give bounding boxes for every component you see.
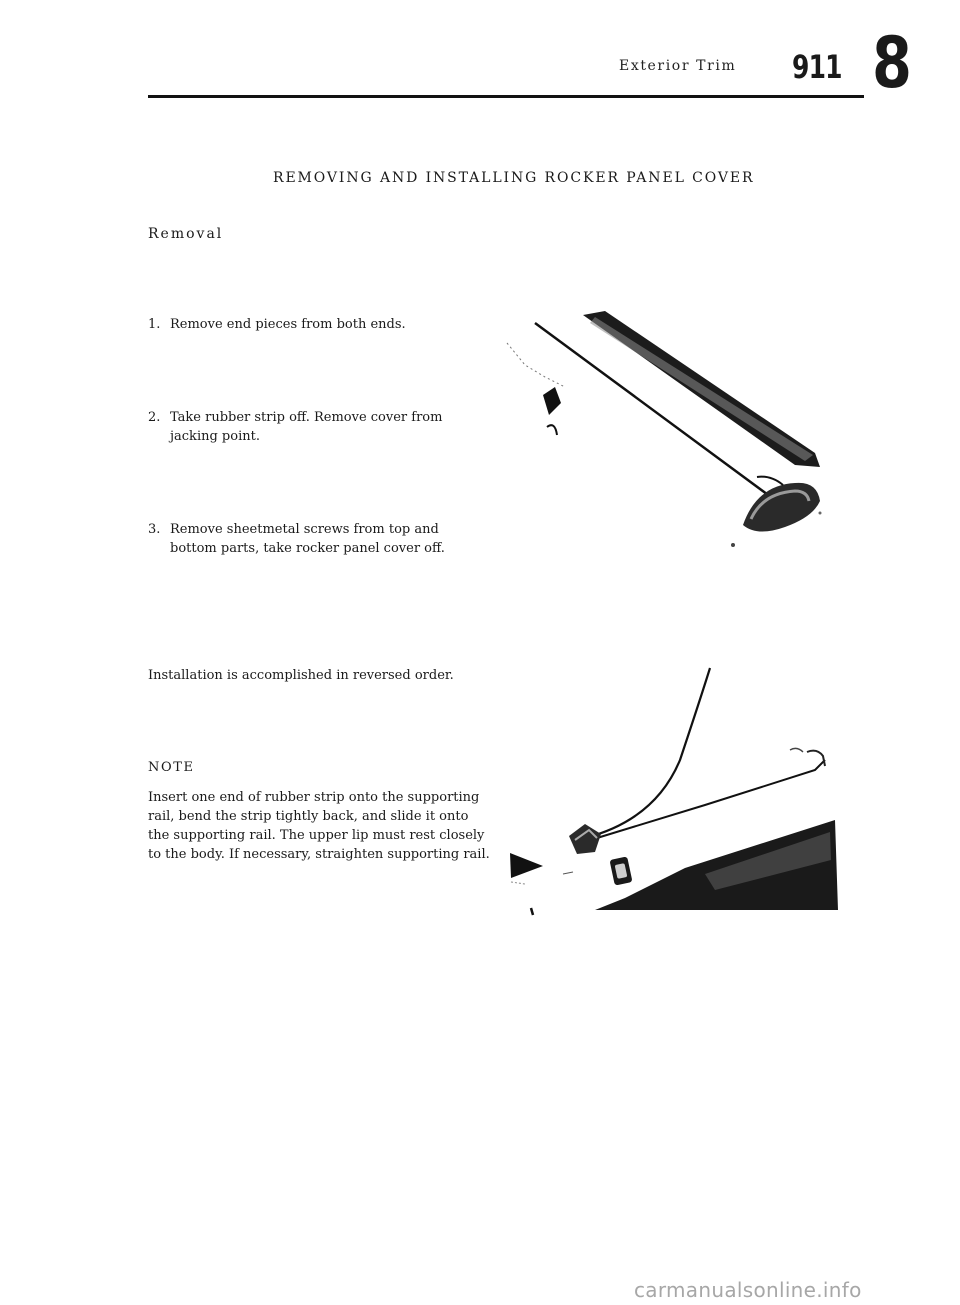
step-text: Take rubber strip off. Remove cover from [170, 410, 443, 425]
header-rule [148, 95, 864, 98]
step-text: Remove sheetmetal screws from top and [170, 522, 439, 537]
note-heading: NOTE [148, 760, 195, 775]
removal-heading: Removal [148, 226, 224, 242]
note-line: Insert one end of rubber strip onto the supporting [148, 790, 480, 805]
page-title: REMOVING AND INSTALLING ROCKER PANEL COVER [273, 170, 755, 186]
step-number: 2. [148, 410, 161, 425]
installation-text: Installation is accomplished in reversed order. [148, 668, 454, 683]
header-model-number: 911 [792, 48, 842, 86]
step-1 [148, 315, 478, 334]
step-text: Remove end pieces from both ends. [170, 317, 406, 332]
header-section-title: Exterior Trim [619, 58, 737, 74]
note-line: the supporting rail. The upper lip must rest closely [148, 828, 485, 843]
rocker-panel-removal-illustration [495, 305, 850, 560]
note-line: rail, bend the strip tightly back, and slide it onto [148, 809, 469, 824]
step-2 [148, 408, 478, 446]
step-text-continued: jacking point. [170, 429, 260, 444]
header-chapter-number: 8 [872, 22, 912, 104]
step-3 [148, 520, 478, 558]
note-line: to the body. If necessary, straighten supporting rail. [148, 847, 490, 862]
step-number: 1. [148, 317, 161, 332]
watermark: carmanualsonline.info [634, 1278, 862, 1302]
step-text-continued: bottom parts, take rocker panel cover off. [170, 541, 445, 556]
step-number: 3. [148, 522, 161, 537]
note-text [148, 788, 498, 864]
rubber-strip-installation-illustration [505, 660, 850, 920]
